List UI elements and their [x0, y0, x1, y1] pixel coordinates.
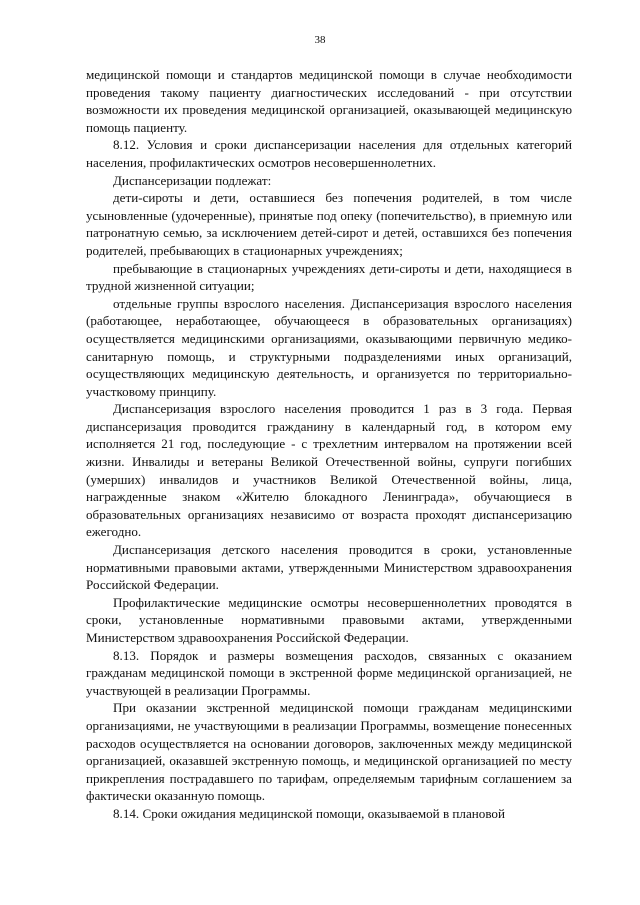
page-number: 38	[314, 34, 326, 46]
paragraph-continuation: медицинской помощи и стандартов медицинской помощи в случае необходимости проведения такому пациенту диагностических исследований - при отсутствии возможности их проведения медицинской организацией, оказывающей медицинскую помощь пациенту.	[86, 67, 572, 135]
section-heading-8-14: 8.14. Сроки ожидания медицинской помощи, оказываемой в плановой	[113, 805, 505, 821]
paragraph: Диспансеризации подлежат:	[113, 172, 272, 188]
section-heading-8-13: 8.13. Порядок и размеры возмещения расходов, связанных с оказанием гражданам медицинской помощи в экстренной форме медицинской организацией, не участвующей в реализации Программы.	[86, 647, 572, 698]
list-item: отдельные группы взрослого населения. Диспансеризация взрослого населения (работающее, неработающее, обучающееся в образовательных организациях) осуществляется медицинскими организациями, оказывающими первичную медико-санитарную помощь, и структурными подразделениями иных организаций, осуществляющих медицинскую деятельность, и организуется по территориально-участковому принципу.	[86, 295, 572, 399]
section-heading-8-12: 8.12. Условия и сроки диспансеризации населения для отдельных категорий населения, профилактических осмотров несовершеннолетних.	[86, 137, 572, 170]
paragraph: Диспансеризация взрослого населения проводится 1 раз в 3 года. Первая диспансеризация проводится гражданину в календарный год, в котором ему исполняется 21 год, последующие - с трехлетним интервалом на протяжении всей жизни. Инвалиды и ветераны Великой Отечественной войны, супруги погибших (умерших) инвалидов и участников Великой Отечественной войны, лица, награжденные знаком «Жителю блокадного Ленинграда», обучающиеся в образовательных организациях независимо от возраста проходят диспансеризацию ежегодно.	[86, 401, 572, 540]
paragraph: Диспансеризация детского населения проводится в сроки, установленные нормативными правовыми актами, утвержденными Министерством здравоохранения Российской Федерации.	[86, 542, 572, 593]
paragraph: Профилактические медицинские осмотры несовершеннолетних проводятся в сроки, установленные нормативными правовыми актами, утвержденными Министерством здравоохранения Российской Федерации.	[86, 594, 572, 645]
list-item: дети-сироты и дети, оставшиеся без попечения родителей, в том числе усыновленные (удочеренные), принятые под опеку (попечительство), в приемную или патронатную семью, за исключением детей-сирот и детей, оставшихся без попечения родителей, пребывающих в стационарных учреждениях;	[86, 190, 572, 258]
list-item: пребывающие в стационарных учреждениях дети-сироты и дети, находящиеся в трудной жизненной ситуации;	[86, 260, 572, 294]
paragraph: При оказании экстренной медицинской помощи гражданам медицинскими организациями, не участвующими в реализации Программы, возмещение понесенных расходов осуществляется на основании договоров, заключенных между медицинской организацией, оказавшей экстренную помощь, и медицинской организацией по месту прикрепления пострадавшего по тарифам, определяемым тарифным соглашением за фактически оказанную помощь.	[86, 700, 572, 804]
document-body	[86, 66, 572, 823]
